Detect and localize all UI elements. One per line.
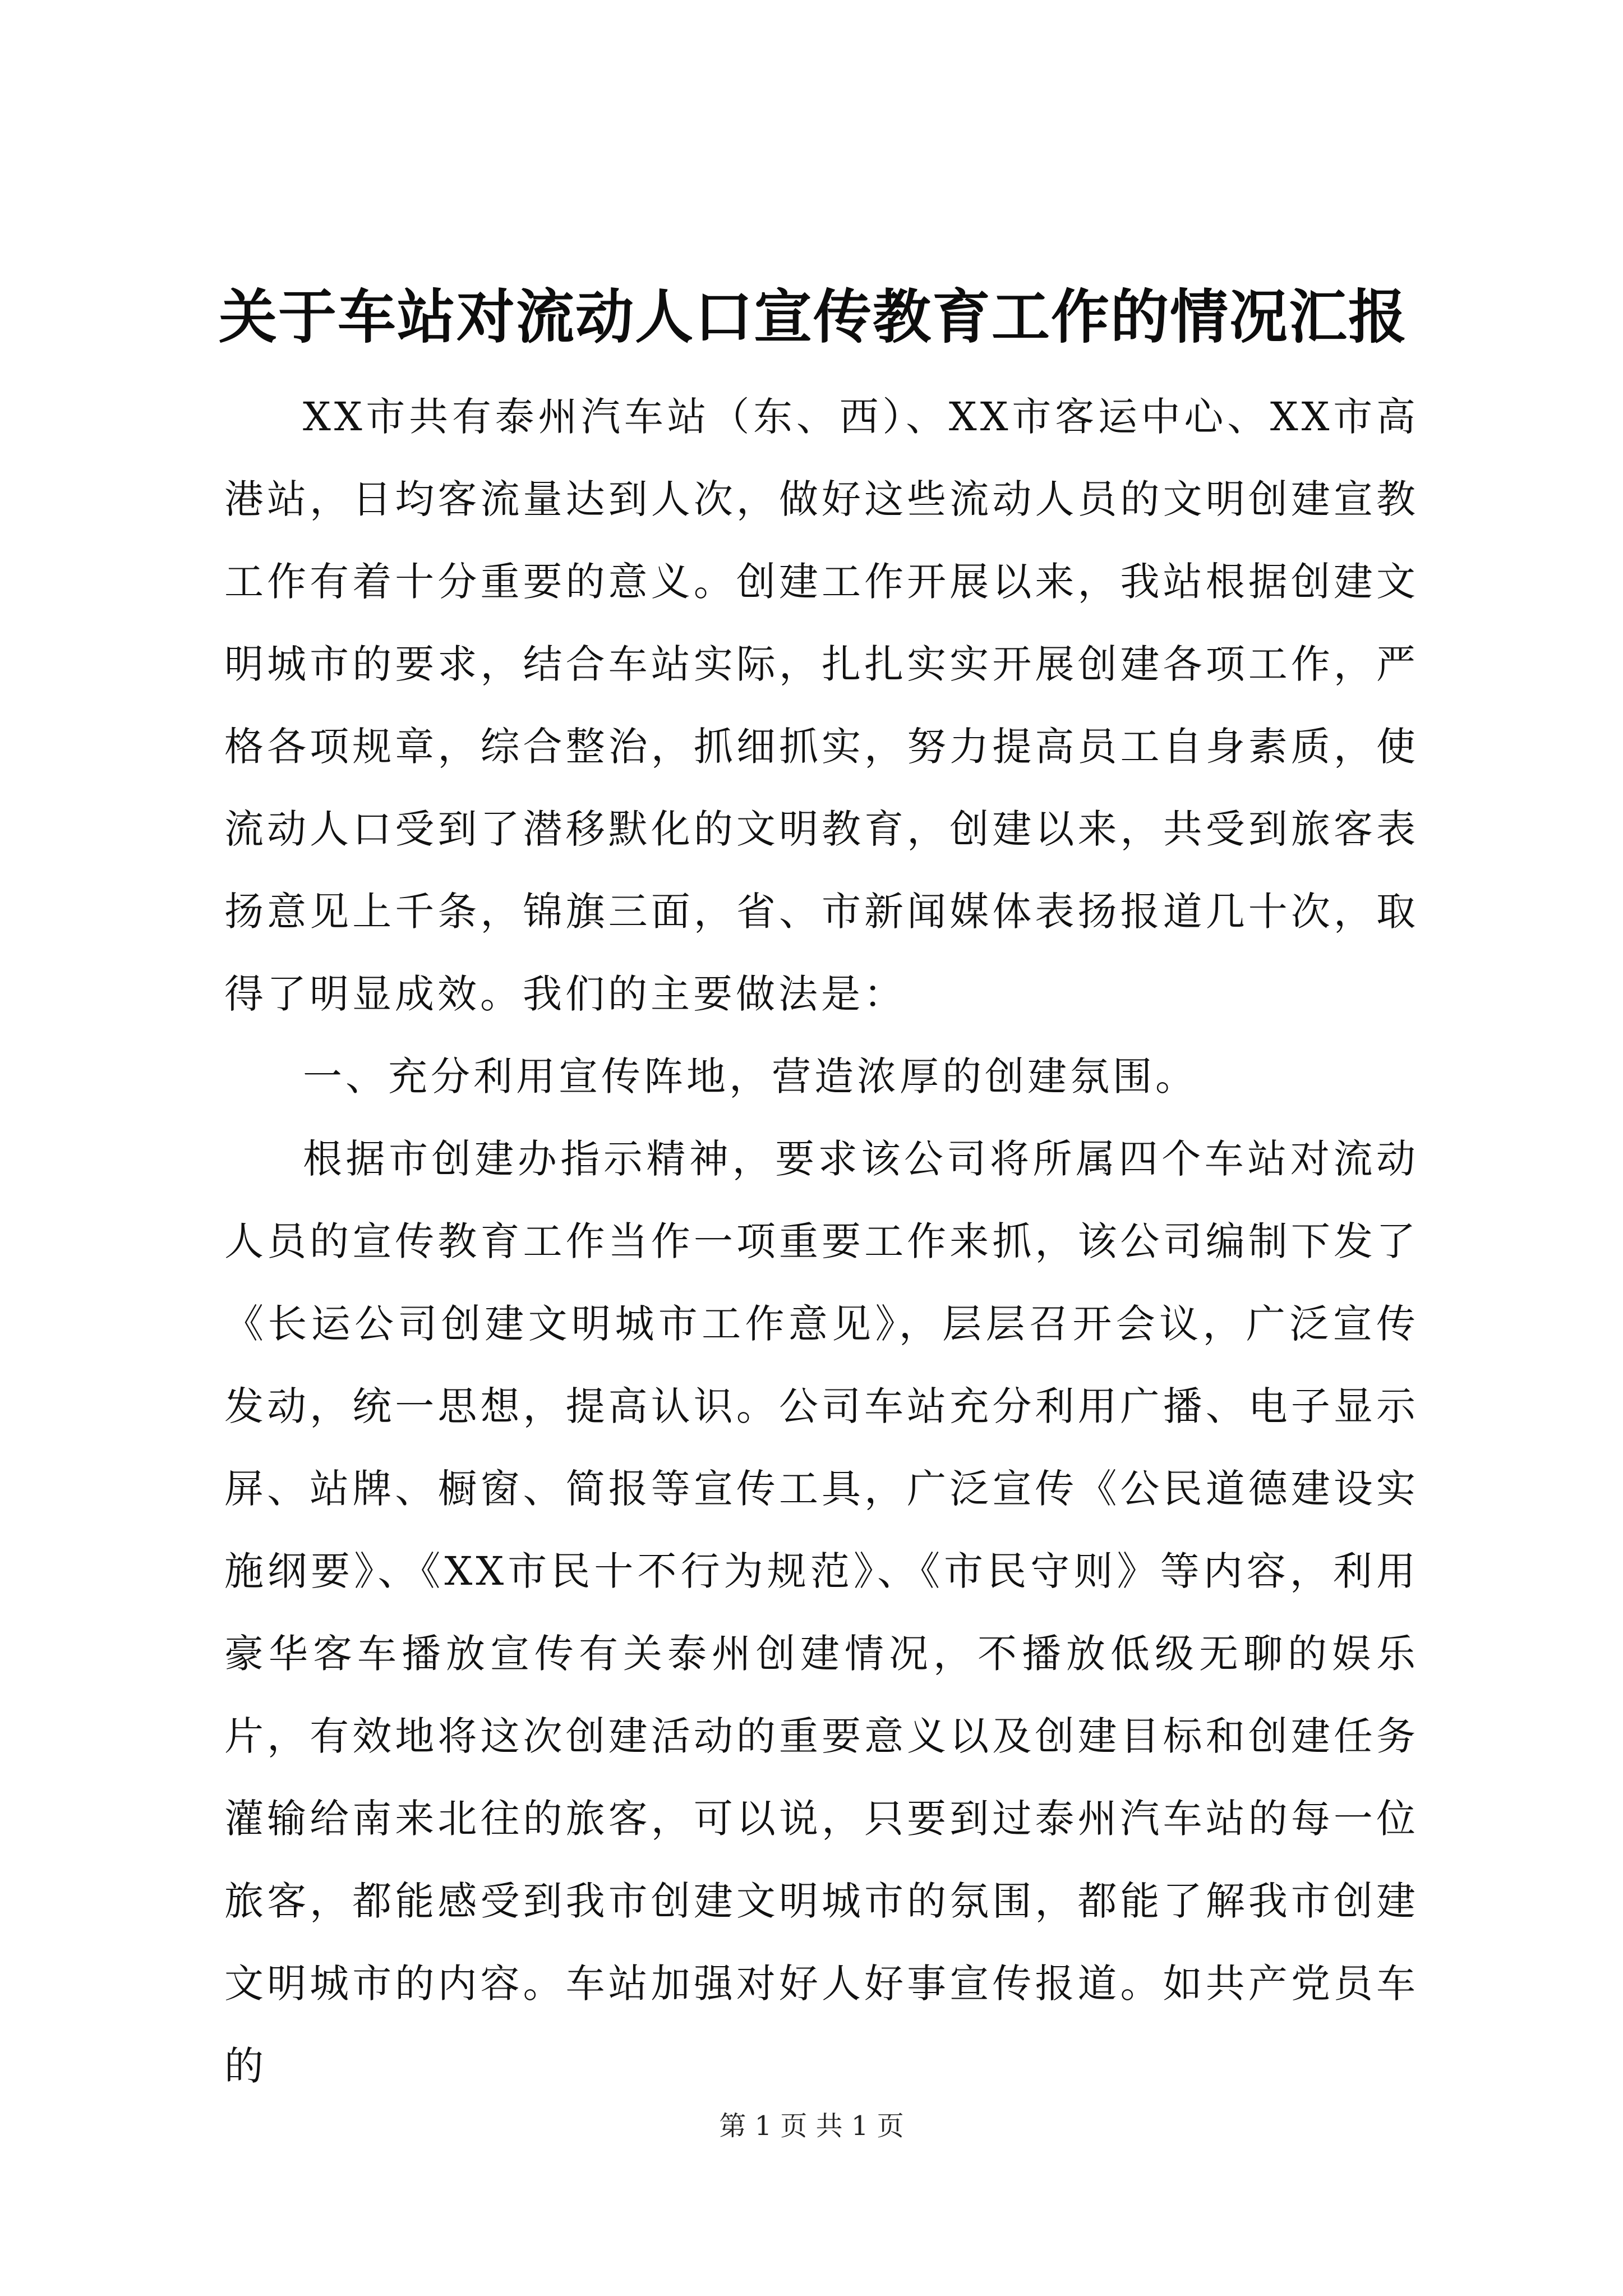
document-title: 关于车站对流动人口宣传教育工作的情况汇报 [219,283,1408,351]
paragraph-section-heading: 一、充分利用宣传阵地，营造浓厚的创建氛围。 [303,1053,1198,1099]
paragraph-intro: XX市共有泰州汽车站（东、西）、XX市客运中心、XX市高港站，日均客流量达到人次，做好这些流动人员的文明创建宣教工作有着十分重要的意义。创建工作开展以来，我站根据创建文明城市的要求，结合车站实际，扎扎实实开展创建各项工作，严格各项规章，综合整治，抓细抓实，努力提高员工自身素质，使流动人口受到了潜移默化的文明教育，创建以来，共受到旅客表扬意见上千条，锦旗三面，省、市新闻媒体表扬报道几十次，取得了明显成效。我们的主要做法是： [224,394,1419,1017]
document-body [224,376,1419,2108]
page-footer: 第 1 页 共 1 页 [719,2110,904,2142]
paragraph-section-body: 根据市创建办指示精神，要求该公司将所属四个车站对流动人员的宣传教育工作当作一项重要工作来抓，该公司编制下发了《长运公司创建文明城市工作意见》，层层召开会议，广泛宣传发动，统一思想，提高认识。公司车站充分利用广播、电子显示屏、站牌、橱窗、简报等宣传工具，广泛宣传《公民道德建设实施纲要》、《XX市民十不行为规范》、《市民守则》等内容，利用豪华客车播放宣传有关泰州创建情况，不播放低级无聊的娱乐片，有效地将这次创建活动的重要意义以及创建目标和创建任务灌输给南来北往的旅客，可以说，只要到过泰州汽车站的每一位旅客，都能感受到我市创建文明城市的氛围，都能了解我市创建文明城市的内容。车站加强对好人好事宣传报道。如共产党员车的 [224,1136,1419,2089]
